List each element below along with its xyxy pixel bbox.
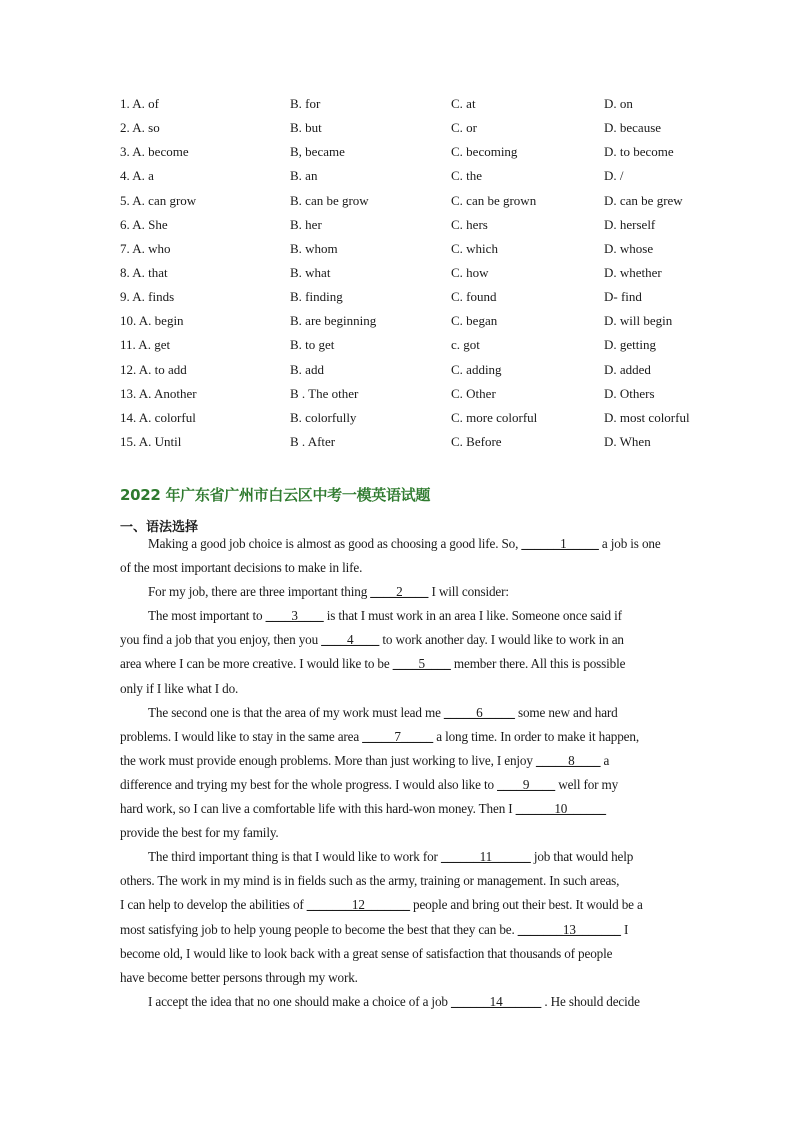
passage-text-run: provide the best for my family.	[120, 825, 279, 841]
option-d: D. to become	[604, 144, 674, 160]
option-b: B. add	[290, 361, 324, 377]
option-c: C. Before	[451, 433, 502, 449]
passage-text-run: become old, I would like to look back with a great sense of satisfaction that thousands of people	[120, 945, 613, 961]
option-a: 3. A. become	[120, 144, 189, 160]
passage-line	[120, 580, 680, 604]
answer-blank: ____2____	[370, 584, 429, 600]
passage-line	[120, 677, 680, 701]
passage-text-run: For my job, there are three important thing	[148, 584, 371, 600]
option-b: B. are beginning	[290, 313, 377, 329]
option-row	[120, 286, 720, 310]
option-c: C. adding	[451, 361, 502, 377]
answer-options-table	[120, 93, 720, 455]
option-row	[120, 238, 720, 262]
answer-blank: ____4____	[321, 632, 380, 648]
option-d: D. can be grew	[604, 192, 683, 208]
option-b: B. for	[290, 96, 321, 111]
option-d: D. will begin	[604, 313, 673, 329]
option-b: B. colorfully	[290, 409, 357, 425]
option-a: 13. A. Another	[120, 385, 197, 401]
option-b: B. to get	[290, 337, 335, 353]
passage-text-run: area where I can be more creative. I would like to be	[120, 656, 393, 672]
passage-line	[120, 990, 680, 1014]
option-c: C. Other	[451, 385, 496, 401]
passage-line	[120, 725, 680, 749]
passage-line	[120, 604, 680, 628]
option-row	[120, 262, 720, 286]
option-a: 7. A. who	[120, 240, 171, 256]
passage-line	[120, 797, 680, 821]
option-d: D. added	[604, 361, 651, 377]
passage-text	[120, 532, 680, 1014]
passage-text-run: Making a good job choice is almost as good as choosing a good life. So,	[148, 536, 522, 551]
option-b: B. can be grow	[290, 192, 369, 208]
option-c: C. can be grown	[451, 192, 537, 208]
answer-blank: _____8____	[535, 752, 601, 768]
answer-blank: ____3____	[265, 608, 324, 624]
option-b: B. but	[290, 120, 322, 136]
answer-blank: ______10______	[515, 801, 606, 817]
passage-text-run: problems. I would like to stay in the same area	[120, 728, 363, 744]
option-row	[120, 359, 720, 383]
option-d: D. /	[604, 168, 624, 184]
option-d: D. herself	[604, 216, 656, 232]
passage-text-run: you find a job that you enjoy, then you	[120, 632, 322, 648]
passage-line	[120, 749, 680, 773]
passage-line	[120, 701, 680, 725]
answer-blank: ______14______	[450, 993, 542, 1009]
option-c: C. or	[451, 120, 477, 136]
passage-text-run: hard work, so I can live a comfortable life with this hard-won money. Then I	[120, 801, 516, 817]
passage-text-run: some new and hard	[514, 704, 618, 720]
option-a: 4. A. a	[120, 168, 154, 184]
option-a: 5. A. can grow	[120, 192, 197, 208]
answer-blank: _______13_______	[517, 921, 621, 937]
passage-text-run: people and bring out their best. It would be a	[409, 897, 643, 913]
passage-text-run: a	[600, 752, 610, 768]
option-row	[120, 383, 720, 407]
passage-text-run: . He should decide	[541, 993, 640, 1009]
option-c: C. at	[451, 96, 476, 111]
option-a: 12. A. to add	[120, 361, 187, 377]
passage-line	[120, 821, 680, 845]
option-a: 2. A. so	[120, 120, 160, 136]
passage-line	[120, 845, 680, 869]
passage-text-run: I accept the idea that no one should make a choice of a job	[148, 993, 451, 1009]
answer-blank: _______12_______	[306, 897, 410, 913]
option-c: C. hers	[451, 216, 488, 232]
passage-text-run: a job is one	[598, 536, 661, 551]
option-a: 10. A. begin	[120, 313, 184, 329]
passage-text-run: difference and trying my best for the whole progress. I would also like to	[120, 776, 498, 792]
option-d: D. because	[604, 120, 662, 136]
option-c: C. how	[451, 264, 489, 280]
option-c: C. becoming	[451, 144, 518, 160]
option-b: B. what	[290, 264, 331, 280]
option-a: 6. A. She	[120, 216, 168, 232]
option-a: 14. A. colorful	[120, 409, 196, 425]
passage-text-run: a long time. In order to make it happen,	[433, 728, 639, 744]
answer-blank: ____5____	[392, 656, 451, 672]
answer-blank: _____6_____	[443, 704, 515, 720]
option-row	[120, 334, 720, 358]
option-d: D. When	[604, 433, 651, 449]
option-b: B. finding	[290, 289, 343, 305]
option-d: D. on	[604, 96, 633, 111]
option-d: D- find	[604, 289, 642, 305]
option-row	[120, 310, 720, 334]
passage-line	[120, 869, 680, 893]
section-subtitle: 一、语法选择	[120, 520, 199, 535]
option-row	[120, 190, 720, 214]
answer-blank: _____7_____	[362, 728, 434, 744]
option-b: B. her	[290, 216, 322, 232]
passage-text-run: is that I must work in an area I like. Someone once said if	[323, 608, 622, 624]
option-b: B . The other	[290, 385, 359, 401]
passage-line	[120, 628, 680, 652]
answer-blank: ______11______	[440, 849, 531, 865]
option-d: D. whose	[604, 240, 654, 256]
option-d: D. getting	[604, 337, 656, 353]
passage-line	[120, 652, 680, 676]
passage-text-run: The third important thing is that I would like to work for	[148, 849, 441, 865]
option-c: C. began	[451, 313, 498, 329]
option-b: B, became	[290, 144, 345, 160]
option-b: B. an	[290, 168, 318, 184]
option-b: B. whom	[290, 240, 338, 256]
option-d: D. most colorful	[604, 409, 690, 425]
option-c: c. got	[451, 337, 480, 353]
answer-blank: ______1_____	[521, 536, 599, 551]
passage-line	[120, 893, 680, 917]
option-c: C. found	[451, 289, 497, 305]
passage-text-run: to work another day. I would like to work in an	[379, 632, 624, 648]
passage-text-run: only if I like what I do.	[120, 680, 239, 696]
section-title: 2022 年广东省广州市白云区中考一模英语试题	[120, 486, 431, 504]
passage-text-run: The most important to	[148, 608, 266, 624]
passage-text-run: well for my	[555, 776, 619, 792]
passage-line	[120, 532, 680, 556]
passage-text-run: others. The work in my mind is in fields such as the army, training or management. In such areas,	[120, 873, 620, 889]
passage-text-run: job that would help	[530, 849, 634, 865]
option-d: D. Others	[604, 385, 655, 401]
option-a: 8. A. that	[120, 264, 168, 280]
passage-line	[120, 966, 680, 990]
passage-text-run: I will consider:	[428, 584, 509, 600]
option-row	[120, 407, 720, 431]
option-b: B . After	[290, 433, 336, 449]
passage-line	[120, 918, 680, 942]
passage-text-run: have become better persons through my work.	[120, 969, 358, 985]
passage-line	[120, 942, 680, 966]
passage-line	[120, 773, 680, 797]
option-row	[120, 117, 720, 141]
option-c: C. the	[451, 168, 483, 184]
option-c: C. which	[451, 240, 498, 256]
passage-text-run: The second one is that the area of my work must lead me	[148, 704, 444, 720]
option-d: D. whether	[604, 264, 662, 280]
passage-line	[120, 556, 680, 580]
passage-text-run: I can help to develop the abilities of	[120, 897, 307, 913]
passage-text-run: of the most important decisions to make in life.	[120, 560, 363, 576]
passage-text-run: member there. All this is possible	[450, 656, 626, 672]
option-row	[120, 93, 720, 117]
answer-blank: ____9____	[497, 776, 556, 792]
option-c: C. more colorful	[451, 409, 538, 425]
option-row	[120, 141, 720, 165]
option-a: 15. A. Until	[120, 433, 182, 449]
passage-text-run: most satisfying job to help young people to become the best that they can be.	[120, 921, 518, 937]
option-a: 9. A. finds	[120, 289, 175, 305]
option-row	[120, 431, 720, 455]
passage-text-run: the work must provide enough problems. More than just working to live, I enjoy	[120, 752, 536, 768]
passage-text-run: I	[620, 921, 629, 937]
option-row	[120, 214, 720, 238]
option-a: 11. A. get	[120, 337, 171, 353]
option-row	[120, 165, 720, 189]
option-a: 1. A. of	[120, 96, 159, 111]
